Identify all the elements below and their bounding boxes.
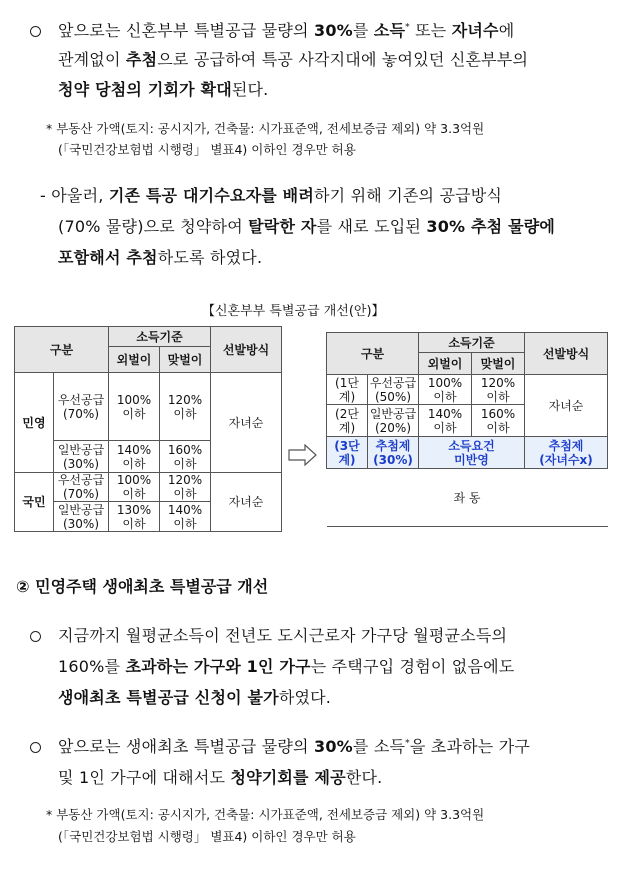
para4-line2: 및 1인 가구에 대해서도 청약기회를 제공한다.	[58, 768, 383, 787]
rt-same: 좌 동	[327, 469, 608, 527]
lt-header-double: 맞벌이	[160, 347, 211, 373]
lt-method1: 자녀순	[211, 373, 282, 473]
section2-title: ② 민영주택 생애최초 특별공급 개선	[16, 577, 269, 596]
lt-header-single: 외벌이	[109, 347, 160, 373]
circle-bullet-icon	[30, 631, 41, 642]
rt-header-gubun: 구분	[327, 333, 419, 375]
rt-header-income: 소득기준	[419, 333, 525, 353]
rt-stage3-method: 추첨제 (자녀수x)	[525, 437, 608, 469]
para2-line3: 포함해서 추첨하도록 하였다.	[58, 248, 263, 267]
rt-stage3-income: 소득요건 미반영	[419, 437, 525, 469]
note2-line1: * 부동산 가액(토지: 공시지가, 건축물: 시가표준액, 전세보증금 제외) 약 3.3억원	[46, 807, 485, 822]
rt-method12: 자녀순	[525, 375, 608, 437]
rt-header-double: 맞벌이	[472, 353, 525, 375]
rt-r1-type: 일반공급 (20%)	[368, 405, 419, 437]
para3-line1: 지금까지 월평균소득이 전년도 도시근로자 가구당 월평균소득의	[58, 626, 508, 645]
lt-r2-single: 100% 이하	[109, 473, 160, 502]
lt-r3-double: 140% 이하	[160, 502, 211, 532]
para3-line3: 생애최초 특별공급 신청이 불가하였다.	[58, 688, 332, 707]
rt-stage3-type: 추첨제 (30%)	[368, 437, 419, 469]
left-table	[14, 326, 282, 532]
lt-r1-single: 140% 이하	[109, 441, 160, 473]
lt-header-income: 소득기준	[109, 327, 211, 347]
rt-r1-double: 160% 이하	[472, 405, 525, 437]
rt-stage3: (3단계)	[327, 437, 368, 469]
lt-r1-type: 일반공급 (30%)	[54, 441, 109, 473]
lt-r3-single: 130% 이하	[109, 502, 160, 532]
lt-r0-double: 120% 이하	[160, 373, 211, 441]
lt-r1-double: 160% 이하	[160, 441, 211, 473]
lt-minyoung: 민영	[15, 373, 54, 473]
lt-r3-type: 일반공급 (30%)	[54, 502, 109, 532]
lt-r2-double: 120% 이하	[160, 473, 211, 502]
arrow-right-icon	[288, 444, 318, 466]
note1-line2: (「국민건강보험법 시행령」 별표4) 이하인 경우만 허용	[58, 142, 356, 157]
rt-r0-type: 우선공급 (50%)	[368, 375, 419, 405]
rt-header-method: 선발방식	[525, 333, 608, 375]
para1-line1: 앞으로는 신혼부부 특별공급 물량의 30%를 소득* 또는 자녀수에	[58, 21, 515, 40]
para4-line1: 앞으로는 생애최초 특별공급 물량의 30%를 소득*을 초과하는 가구	[58, 737, 531, 756]
lt-header-gubun: 구분	[15, 327, 109, 373]
note2-line2: (「국민건강보험법 시행령」 별표4) 이하인 경우만 허용	[58, 829, 356, 844]
rt-r0-single: 100% 이하	[419, 375, 472, 405]
lt-gukmin: 국민	[15, 473, 54, 532]
rt-r1-single: 140% 이하	[419, 405, 472, 437]
para2-line1: - 아울러, 기존 특공 대기수요자를 배려하기 위해 기존의 공급방식	[40, 186, 503, 205]
circle-bullet-icon	[30, 742, 41, 753]
rt-r0-stage: (1단계)	[327, 375, 368, 405]
note1-line1: * 부동산 가액(토지: 공시지가, 건축물: 시가표준액, 전세보증금 제외) 약 3.3억원	[46, 121, 485, 136]
para2-line2: (70% 물량)으로 청약하여 탈락한 자를 새로 도입된 30% 추첨 물량에	[58, 217, 556, 236]
para3-line2: 160%를 초과하는 가구와 1인 가구는 주택구입 경험이 없음에도	[58, 657, 515, 676]
para1-line3: 청약 당첨의 기회가 확대된다.	[58, 80, 269, 99]
lt-header-method: 선발방식	[211, 327, 282, 373]
circle-bullet-icon	[30, 26, 41, 37]
para1-line2: 관계없이 추첨으로 공급하여 특공 사각지대에 놓여있던 신혼부부의	[58, 50, 529, 69]
table-caption: 【신혼부부 특별공급 개선(안)】	[202, 304, 385, 319]
lt-r0-single: 100% 이하	[109, 373, 160, 441]
lt-method2: 자녀순	[211, 473, 282, 532]
lt-r0-type: 우선공급 (70%)	[54, 373, 109, 441]
rt-r0-double: 120% 이하	[472, 375, 525, 405]
rt-r1-stage: (2단계)	[327, 405, 368, 437]
lt-r2-type: 우선공급 (70%)	[54, 473, 109, 502]
right-table	[326, 332, 608, 527]
rt-header-single: 외벌이	[419, 353, 472, 375]
